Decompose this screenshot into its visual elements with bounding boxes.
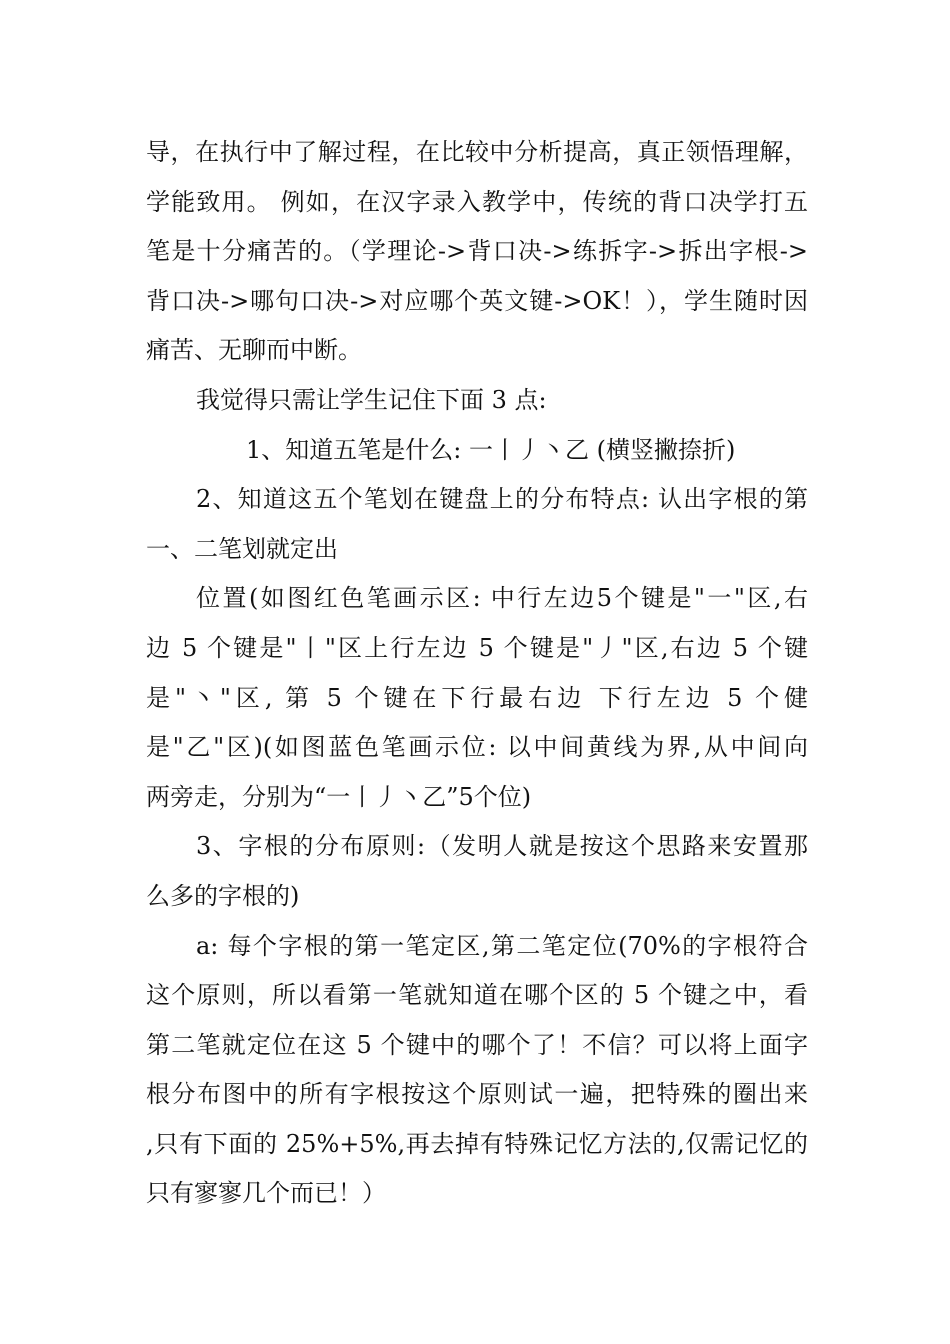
document-page <box>146 128 808 1219</box>
text-line: 边 5 个键是"丨"区上行左边 5 个键是"丿"区,右边 5 个键 <box>146 633 808 662</box>
text-line: 导，在执行中了解过程，在比较中分析提高，真正领悟理解， <box>146 138 808 166</box>
paragraph-wubi-difficulty <box>146 128 808 376</box>
paragraph-point-2 <box>146 475 808 574</box>
text-line: a: 每个字根的第一笔定区,第二笔定位(70%的字根符合 <box>196 931 808 960</box>
paragraph-point-3 <box>146 822 808 921</box>
paragraph-point-1 <box>146 426 808 476</box>
text-line: 两旁走，分别为“一丨丿丶乙”5个位) <box>146 782 532 811</box>
text-line: 笔是十分痛苦的。（学理论->背口决->练拆字->拆出字根-> <box>146 237 808 266</box>
paragraph-key-zones <box>146 574 808 822</box>
text-line: 位置(如图红色笔画示区: 中行左边5个键是"一"区,右 <box>196 584 808 613</box>
text-line: 是"乙"区)(如图蓝色笔画示位: 以中间黄线为界,从中间向 <box>146 733 808 762</box>
text-line: 1、知道五笔是什么: 一丨丿丶乙 (横竖撇捺折) <box>246 435 736 464</box>
text-line: 么多的字根的) <box>146 881 300 910</box>
text-line: 背口决->哪句口决->对应哪个英文键->OK！），学生随时因 <box>146 286 808 315</box>
text-line: 根分布图中的所有字根按这个原则试一遍，把特殊的圈出来 <box>146 1080 808 1109</box>
text-line: 学能致用。 例如，在汉字录入教学中，传统的背口决学打五 <box>146 187 808 216</box>
text-line: 2、知道这五个笔划在键盘上的分布特点: 认出字根的第 <box>196 485 808 514</box>
text-line: 痛苦、无聊而中断。 <box>146 336 362 365</box>
text-line: 3、字根的分布原则:（发明人就是按这个思路来安置那 <box>196 832 808 861</box>
text-line: 是"丶"区, 第 5 个键在下行最右边 下行左边 5 个健 <box>146 683 808 712</box>
text-line: 我觉得只需让学生记住下面 3 点: <box>196 385 547 414</box>
paragraph-three-points-intro <box>146 376 808 426</box>
text-line: ,只有下面的 25%+5%,再去掉有特殊记忆方法的,仅需记忆的 <box>146 1129 808 1158</box>
text-line: 只有寥寥几个而已！） <box>146 1179 386 1208</box>
text-line: 第二笔就定位在这 5 个键中的哪个了！不信？可以将上面字 <box>146 1030 808 1059</box>
text-line: 这个原则，所以看第一笔就知道在哪个区的 5 个键之中，看 <box>146 981 808 1010</box>
paragraph-rule-a <box>146 922 808 1220</box>
text-line: 一、二笔划就定出 <box>146 534 338 563</box>
